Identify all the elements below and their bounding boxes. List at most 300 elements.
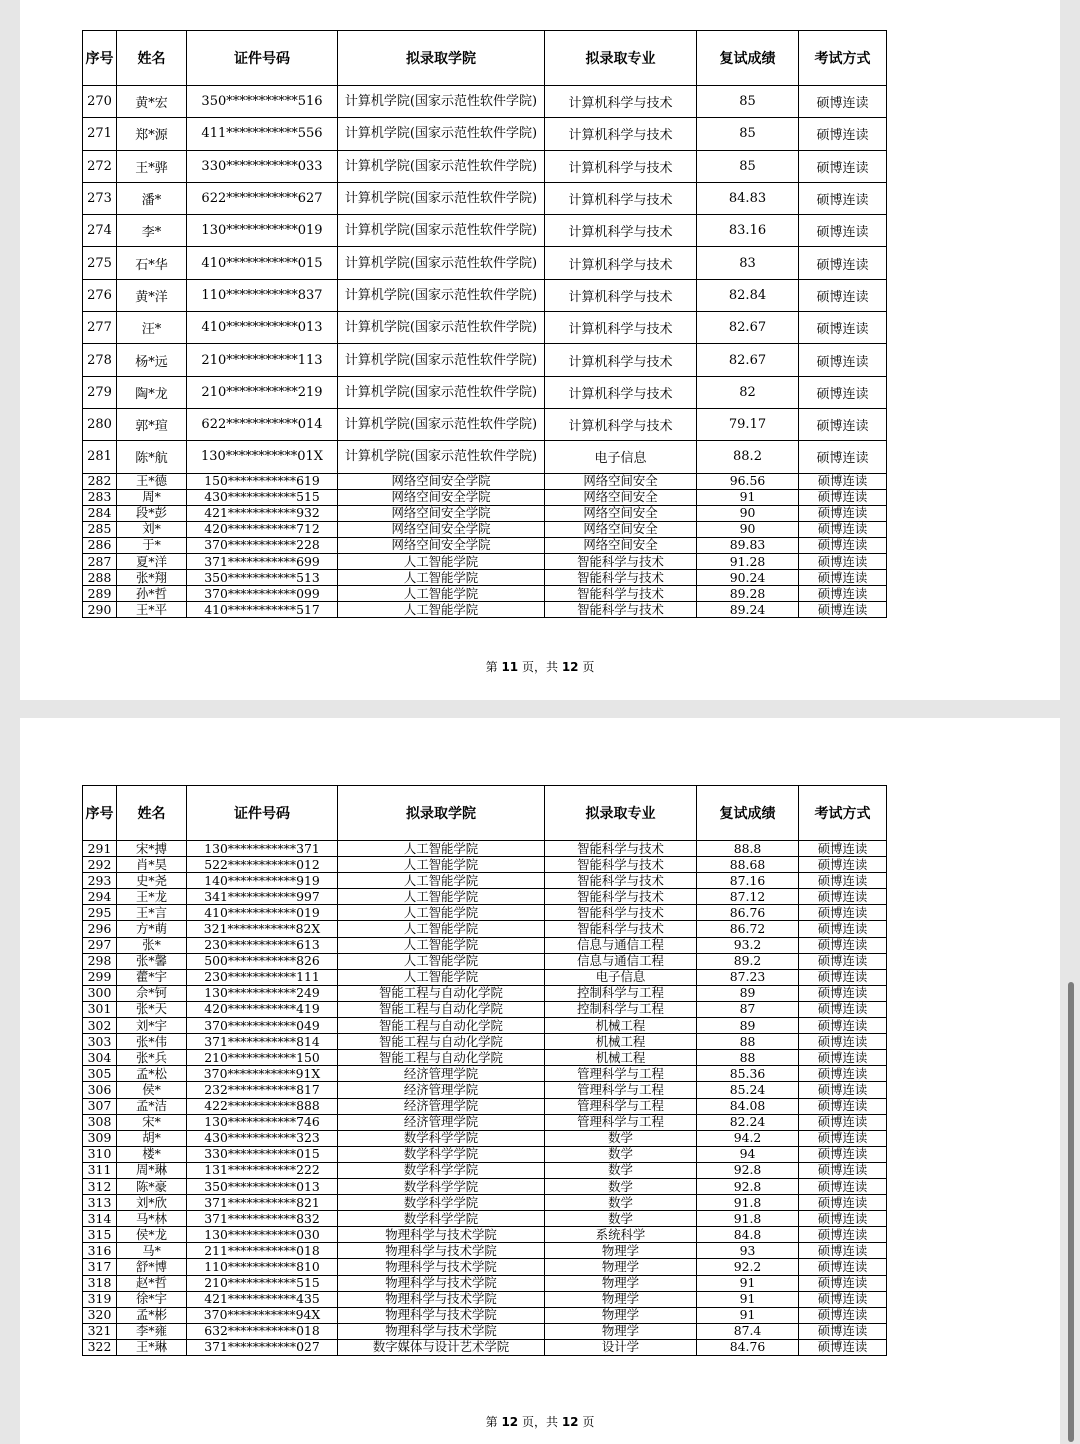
cell-score: 82.24 bbox=[697, 1114, 799, 1130]
cell-college: 网络空间安全学院 bbox=[338, 537, 545, 553]
cell-seq: 277 bbox=[83, 312, 117, 344]
cell-score: 79.17 bbox=[697, 408, 799, 440]
table-row bbox=[83, 1323, 887, 1339]
header-cell: 证件号码 bbox=[187, 786, 338, 841]
table-row bbox=[83, 441, 887, 473]
cell-major: 物理学 bbox=[545, 1275, 697, 1291]
cell-exam-type: 硕博连读 bbox=[799, 505, 887, 521]
cell-name: 张*翔 bbox=[117, 570, 187, 586]
cell-name: 肖*昊 bbox=[117, 857, 187, 873]
cell-college: 数学科学学院 bbox=[338, 1211, 545, 1227]
table-row bbox=[83, 1018, 887, 1034]
cell-seq: 286 bbox=[83, 537, 117, 553]
cell-college: 计算机学院(国家示范性软件学院) bbox=[338, 312, 545, 344]
cell-college: 计算机学院(国家示范性软件学院) bbox=[338, 408, 545, 440]
table-row bbox=[83, 586, 887, 602]
cell-name: 楼* bbox=[117, 1146, 187, 1162]
cell-seq: 285 bbox=[83, 521, 117, 537]
cell-college: 计算机学院(国家示范性软件学院) bbox=[338, 441, 545, 473]
header-cell: 序号 bbox=[83, 786, 117, 841]
table-row bbox=[83, 1082, 887, 1098]
cell-seq: 273 bbox=[83, 182, 117, 214]
cell-major: 智能科学与技术 bbox=[545, 602, 697, 618]
cell-name: 王*言 bbox=[117, 905, 187, 921]
cell-college: 人工智能学院 bbox=[338, 570, 545, 586]
table-header-row bbox=[83, 31, 887, 86]
table-row bbox=[83, 1211, 887, 1227]
table-row bbox=[83, 537, 887, 553]
cell-seq: 272 bbox=[83, 150, 117, 182]
cell-college: 智能工程与自动化学院 bbox=[338, 985, 545, 1001]
table-row bbox=[83, 841, 887, 857]
vertical-scrollbar[interactable] bbox=[1068, 982, 1074, 1442]
cell-name: 宋*搏 bbox=[117, 841, 187, 857]
cell-college: 数字媒体与设计艺术学院 bbox=[338, 1339, 545, 1355]
table-row bbox=[83, 921, 887, 937]
cell-name: 杨*远 bbox=[117, 344, 187, 376]
cell-name: 周*琳 bbox=[117, 1162, 187, 1178]
cell-major: 数学 bbox=[545, 1146, 697, 1162]
cell-college: 计算机学院(国家示范性软件学院) bbox=[338, 150, 545, 182]
cell-id-number: 371***********027 bbox=[187, 1339, 338, 1355]
cell-college: 智能工程与自动化学院 bbox=[338, 1050, 545, 1066]
cell-college: 人工智能学院 bbox=[338, 873, 545, 889]
cell-name: 于* bbox=[117, 537, 187, 553]
cell-exam-type: 硕博连读 bbox=[799, 408, 887, 440]
cell-seq: 296 bbox=[83, 921, 117, 937]
cell-id-number: 371***********821 bbox=[187, 1195, 338, 1211]
cell-exam-type: 硕博连读 bbox=[799, 905, 887, 921]
cell-major: 机械工程 bbox=[545, 1050, 697, 1066]
cell-major: 智能科学与技术 bbox=[545, 554, 697, 570]
cell-score: 91 bbox=[697, 1291, 799, 1307]
cell-college: 物理科学与技术学院 bbox=[338, 1227, 545, 1243]
table-row bbox=[83, 473, 887, 489]
cell-major: 机械工程 bbox=[545, 1018, 697, 1034]
cell-seq: 292 bbox=[83, 857, 117, 873]
cell-seq: 293 bbox=[83, 873, 117, 889]
table-row bbox=[83, 889, 887, 905]
cell-score: 90 bbox=[697, 521, 799, 537]
cell-college: 网络空间安全学院 bbox=[338, 489, 545, 505]
page-footer bbox=[20, 1413, 1060, 1430]
cell-major: 系统科学 bbox=[545, 1227, 697, 1243]
cell-score: 88.68 bbox=[697, 857, 799, 873]
table-row bbox=[83, 969, 887, 985]
cell-major: 数学 bbox=[545, 1195, 697, 1211]
cell-exam-type: 硕博连读 bbox=[799, 344, 887, 376]
cell-seq: 305 bbox=[83, 1066, 117, 1082]
cell-score: 87.23 bbox=[697, 969, 799, 985]
cell-college: 经济管理学院 bbox=[338, 1098, 545, 1114]
cell-exam-type: 硕博连读 bbox=[799, 1050, 887, 1066]
cell-college: 人工智能学院 bbox=[338, 841, 545, 857]
cell-id-number: 622***********627 bbox=[187, 182, 338, 214]
table-row bbox=[83, 376, 887, 408]
cell-id-number: 421***********435 bbox=[187, 1291, 338, 1307]
cell-seq: 297 bbox=[83, 937, 117, 953]
table-row bbox=[83, 1098, 887, 1114]
cell-major: 网络空间安全 bbox=[545, 473, 697, 489]
cell-major: 物理学 bbox=[545, 1259, 697, 1275]
cell-seq: 302 bbox=[83, 1018, 117, 1034]
cell-exam-type: 硕博连读 bbox=[799, 247, 887, 279]
cell-id-number: 420***********419 bbox=[187, 1001, 338, 1017]
cell-score: 88.2 bbox=[697, 441, 799, 473]
cell-college: 人工智能学院 bbox=[338, 857, 545, 873]
cell-seq: 320 bbox=[83, 1307, 117, 1323]
cell-name: 刘*欣 bbox=[117, 1195, 187, 1211]
cell-major: 计算机科学与技术 bbox=[545, 344, 697, 376]
cell-name: 陈*航 bbox=[117, 441, 187, 473]
header-cell: 复试成绩 bbox=[697, 31, 799, 86]
cell-score: 88 bbox=[697, 1050, 799, 1066]
cell-exam-type: 硕博连读 bbox=[799, 969, 887, 985]
cell-seq: 274 bbox=[83, 215, 117, 247]
cell-score: 90.24 bbox=[697, 570, 799, 586]
header-cell: 考试方式 bbox=[799, 786, 887, 841]
cell-name: 王*龙 bbox=[117, 889, 187, 905]
cell-college: 人工智能学院 bbox=[338, 921, 545, 937]
cell-exam-type: 硕博连读 bbox=[799, 521, 887, 537]
cell-college: 物理科学与技术学院 bbox=[338, 1243, 545, 1259]
cell-score: 87.12 bbox=[697, 889, 799, 905]
document-page-11 bbox=[20, 0, 1060, 700]
cell-id-number: 430***********515 bbox=[187, 489, 338, 505]
cell-exam-type: 硕博连读 bbox=[799, 1178, 887, 1194]
cell-major: 网络空间安全 bbox=[545, 505, 697, 521]
cell-name: 张* bbox=[117, 937, 187, 953]
cell-seq: 314 bbox=[83, 1211, 117, 1227]
cell-exam-type: 硕博连读 bbox=[799, 489, 887, 505]
cell-id-number: 371***********699 bbox=[187, 554, 338, 570]
cell-seq: 303 bbox=[83, 1034, 117, 1050]
cell-name: 胡* bbox=[117, 1130, 187, 1146]
cell-college: 人工智能学院 bbox=[338, 905, 545, 921]
cell-college: 计算机学院(国家示范性软件学院) bbox=[338, 279, 545, 311]
cell-score: 90 bbox=[697, 505, 799, 521]
cell-seq: 316 bbox=[83, 1243, 117, 1259]
table-header-row bbox=[83, 786, 887, 841]
cell-id-number: 330***********033 bbox=[187, 150, 338, 182]
footer-prefix: 第 bbox=[485, 660, 498, 674]
cell-score: 89.83 bbox=[697, 537, 799, 553]
cell-seq: 304 bbox=[83, 1050, 117, 1066]
cell-seq: 317 bbox=[83, 1259, 117, 1275]
cell-exam-type: 硕博连读 bbox=[799, 1227, 887, 1243]
table-row bbox=[83, 857, 887, 873]
cell-score: 83 bbox=[697, 247, 799, 279]
cell-id-number: 421***********932 bbox=[187, 505, 338, 521]
cell-score: 91.28 bbox=[697, 554, 799, 570]
header-cell: 考试方式 bbox=[799, 31, 887, 86]
footer-page-number: 12 bbox=[501, 1415, 519, 1429]
cell-name: 张*伟 bbox=[117, 1034, 187, 1050]
cell-id-number: 341***********997 bbox=[187, 889, 338, 905]
cell-id-number: 350***********513 bbox=[187, 570, 338, 586]
cell-exam-type: 硕博连读 bbox=[799, 1291, 887, 1307]
cell-exam-type: 硕博连读 bbox=[799, 215, 887, 247]
footer-middle: 页，共 bbox=[521, 660, 558, 674]
cell-major: 管理科学与工程 bbox=[545, 1098, 697, 1114]
cell-major: 计算机科学与技术 bbox=[545, 150, 697, 182]
cell-name: 陶*龙 bbox=[117, 376, 187, 408]
cell-college: 计算机学院(国家示范性软件学院) bbox=[338, 376, 545, 408]
cell-name: 王*骅 bbox=[117, 150, 187, 182]
cell-name: 孟*松 bbox=[117, 1066, 187, 1082]
cell-college: 人工智能学院 bbox=[338, 889, 545, 905]
footer-middle: 页，共 bbox=[521, 1415, 558, 1429]
cell-id-number: 370***********94X bbox=[187, 1307, 338, 1323]
cell-score: 91 bbox=[697, 1307, 799, 1323]
table-row bbox=[83, 1243, 887, 1259]
cell-seq: 318 bbox=[83, 1275, 117, 1291]
cell-major: 智能科学与技术 bbox=[545, 857, 697, 873]
table-row bbox=[83, 408, 887, 440]
cell-exam-type: 硕博连读 bbox=[799, 1195, 887, 1211]
cell-id-number: 130***********030 bbox=[187, 1227, 338, 1243]
cell-score: 82 bbox=[697, 376, 799, 408]
header-cell: 拟录取专业 bbox=[545, 31, 697, 86]
cell-exam-type: 硕博连读 bbox=[799, 1098, 887, 1114]
cell-name: 藿*宇 bbox=[117, 969, 187, 985]
table-row bbox=[83, 602, 887, 618]
cell-major: 网络空间安全 bbox=[545, 521, 697, 537]
footer-total-pages: 12 bbox=[561, 660, 579, 674]
table-row bbox=[83, 344, 887, 376]
cell-seq: 291 bbox=[83, 841, 117, 857]
table-row bbox=[83, 1275, 887, 1291]
admission-table-page-12 bbox=[82, 785, 887, 1356]
cell-major: 计算机科学与技术 bbox=[545, 376, 697, 408]
header-cell: 证件号码 bbox=[187, 31, 338, 86]
page-footer bbox=[20, 658, 1060, 675]
cell-college: 人工智能学院 bbox=[338, 969, 545, 985]
cell-id-number: 140***********919 bbox=[187, 873, 338, 889]
table-row bbox=[83, 873, 887, 889]
cell-major: 设计学 bbox=[545, 1339, 697, 1355]
cell-major: 智能科学与技术 bbox=[545, 905, 697, 921]
cell-exam-type: 硕博连读 bbox=[799, 473, 887, 489]
cell-score: 89.24 bbox=[697, 602, 799, 618]
cell-college: 人工智能学院 bbox=[338, 554, 545, 570]
table-row bbox=[83, 1291, 887, 1307]
cell-exam-type: 硕博连读 bbox=[799, 937, 887, 953]
table-row bbox=[83, 279, 887, 311]
cell-major: 控制科学与工程 bbox=[545, 985, 697, 1001]
cell-score: 87.16 bbox=[697, 873, 799, 889]
cell-seq: 312 bbox=[83, 1178, 117, 1194]
table-row bbox=[83, 1307, 887, 1323]
cell-major: 网络空间安全 bbox=[545, 489, 697, 505]
cell-score: 92.8 bbox=[697, 1162, 799, 1178]
cell-name: 宋* bbox=[117, 1114, 187, 1130]
table-row bbox=[83, 150, 887, 182]
cell-seq: 306 bbox=[83, 1082, 117, 1098]
cell-name: 郑*源 bbox=[117, 118, 187, 150]
cell-major: 物理学 bbox=[545, 1323, 697, 1339]
cell-seq: 308 bbox=[83, 1114, 117, 1130]
cell-score: 89 bbox=[697, 1018, 799, 1034]
cell-college: 人工智能学院 bbox=[338, 586, 545, 602]
cell-id-number: 371***********832 bbox=[187, 1211, 338, 1227]
cell-college: 网络空间安全学院 bbox=[338, 473, 545, 489]
cell-id-number: 211***********018 bbox=[187, 1243, 338, 1259]
cell-name: 郭*瑄 bbox=[117, 408, 187, 440]
cell-score: 85 bbox=[697, 118, 799, 150]
cell-score: 82.67 bbox=[697, 312, 799, 344]
cell-name: 夏*洋 bbox=[117, 554, 187, 570]
cell-seq: 321 bbox=[83, 1323, 117, 1339]
cell-seq: 313 bbox=[83, 1195, 117, 1211]
cell-exam-type: 硕博连读 bbox=[799, 1114, 887, 1130]
cell-college: 物理科学与技术学院 bbox=[338, 1307, 545, 1323]
cell-major: 计算机科学与技术 bbox=[545, 312, 697, 344]
table-row bbox=[83, 1259, 887, 1275]
table-row bbox=[83, 905, 887, 921]
cell-college: 智能工程与自动化学院 bbox=[338, 1018, 545, 1034]
cell-name: 张*兵 bbox=[117, 1050, 187, 1066]
cell-major: 物理学 bbox=[545, 1291, 697, 1307]
cell-exam-type: 硕博连读 bbox=[799, 921, 887, 937]
cell-major: 智能科学与技术 bbox=[545, 889, 697, 905]
cell-score: 82.67 bbox=[697, 344, 799, 376]
cell-exam-type: 硕博连读 bbox=[799, 586, 887, 602]
cell-name: 刘*宇 bbox=[117, 1018, 187, 1034]
cell-score: 87 bbox=[697, 1001, 799, 1017]
cell-exam-type: 硕博连读 bbox=[799, 1259, 887, 1275]
cell-id-number: 330***********015 bbox=[187, 1146, 338, 1162]
cell-major: 控制科学与工程 bbox=[545, 1001, 697, 1017]
cell-id-number: 130***********019 bbox=[187, 215, 338, 247]
cell-name: 黄*洋 bbox=[117, 279, 187, 311]
cell-score: 93.2 bbox=[697, 937, 799, 953]
table-row bbox=[83, 570, 887, 586]
cell-score: 94.2 bbox=[697, 1130, 799, 1146]
cell-name: 张*天 bbox=[117, 1001, 187, 1017]
table-row bbox=[83, 505, 887, 521]
table-row bbox=[83, 247, 887, 279]
cell-major: 计算机科学与技术 bbox=[545, 279, 697, 311]
table-row bbox=[83, 118, 887, 150]
footer-total-pages: 12 bbox=[561, 1415, 579, 1429]
cell-id-number: 350***********516 bbox=[187, 86, 338, 118]
cell-name: 孟*洁 bbox=[117, 1098, 187, 1114]
cell-exam-type: 硕博连读 bbox=[799, 953, 887, 969]
cell-seq: 310 bbox=[83, 1146, 117, 1162]
header-cell: 序号 bbox=[83, 31, 117, 86]
cell-id-number: 422***********888 bbox=[187, 1098, 338, 1114]
cell-score: 88.8 bbox=[697, 841, 799, 857]
cell-seq: 279 bbox=[83, 376, 117, 408]
cell-id-number: 370***********91X bbox=[187, 1066, 338, 1082]
cell-major: 计算机科学与技术 bbox=[545, 118, 697, 150]
cell-college: 数学科学学院 bbox=[338, 1146, 545, 1162]
cell-id-number: 420***********712 bbox=[187, 521, 338, 537]
cell-id-number: 210***********219 bbox=[187, 376, 338, 408]
table-row bbox=[83, 215, 887, 247]
cell-name: 马*林 bbox=[117, 1211, 187, 1227]
cell-major: 数学 bbox=[545, 1130, 697, 1146]
cell-exam-type: 硕博连读 bbox=[799, 1323, 887, 1339]
cell-exam-type: 硕博连读 bbox=[799, 873, 887, 889]
cell-id-number: 500***********826 bbox=[187, 953, 338, 969]
cell-seq: 280 bbox=[83, 408, 117, 440]
cell-exam-type: 硕博连读 bbox=[799, 1243, 887, 1259]
cell-seq: 281 bbox=[83, 441, 117, 473]
cell-score: 96.56 bbox=[697, 473, 799, 489]
cell-exam-type: 硕博连读 bbox=[799, 857, 887, 873]
cell-score: 94 bbox=[697, 1146, 799, 1162]
cell-score: 91 bbox=[697, 489, 799, 505]
cell-college: 物理科学与技术学院 bbox=[338, 1323, 545, 1339]
table-row bbox=[83, 1146, 887, 1162]
cell-major: 智能科学与技术 bbox=[545, 873, 697, 889]
cell-id-number: 230***********111 bbox=[187, 969, 338, 985]
cell-major: 电子信息 bbox=[545, 969, 697, 985]
cell-seq: 287 bbox=[83, 554, 117, 570]
cell-major: 物理学 bbox=[545, 1243, 697, 1259]
cell-exam-type: 硕博连读 bbox=[799, 985, 887, 1001]
cell-score: 89.2 bbox=[697, 953, 799, 969]
cell-score: 85 bbox=[697, 150, 799, 182]
cell-id-number: 130***********249 bbox=[187, 985, 338, 1001]
cell-score: 85.36 bbox=[697, 1066, 799, 1082]
cell-seq: 315 bbox=[83, 1227, 117, 1243]
cell-college: 经济管理学院 bbox=[338, 1082, 545, 1098]
cell-name: 潘* bbox=[117, 182, 187, 214]
cell-exam-type: 硕博连读 bbox=[799, 554, 887, 570]
table-row bbox=[83, 86, 887, 118]
cell-major: 信息与通信工程 bbox=[545, 953, 697, 969]
cell-exam-type: 硕博连读 bbox=[799, 1066, 887, 1082]
cell-college: 物理科学与技术学院 bbox=[338, 1275, 545, 1291]
cell-seq: 271 bbox=[83, 118, 117, 150]
cell-id-number: 210***********150 bbox=[187, 1050, 338, 1066]
header-cell: 拟录取学院 bbox=[338, 786, 545, 841]
cell-id-number: 232***********817 bbox=[187, 1082, 338, 1098]
cell-id-number: 110***********810 bbox=[187, 1259, 338, 1275]
cell-exam-type: 硕博连读 bbox=[799, 602, 887, 618]
cell-id-number: 410***********015 bbox=[187, 247, 338, 279]
cell-major: 计算机科学与技术 bbox=[545, 215, 697, 247]
cell-id-number: 321***********82X bbox=[187, 921, 338, 937]
cell-name: 舒*博 bbox=[117, 1259, 187, 1275]
table-row bbox=[83, 1034, 887, 1050]
cell-name: 石*华 bbox=[117, 247, 187, 279]
cell-major: 电子信息 bbox=[545, 441, 697, 473]
cell-score: 92.2 bbox=[697, 1259, 799, 1275]
cell-id-number: 622***********014 bbox=[187, 408, 338, 440]
cell-college: 计算机学院(国家示范性软件学院) bbox=[338, 86, 545, 118]
cell-major: 管理科学与工程 bbox=[545, 1066, 697, 1082]
cell-name: 李* bbox=[117, 215, 187, 247]
table-row bbox=[83, 1050, 887, 1066]
table-row bbox=[83, 489, 887, 505]
cell-seq: 298 bbox=[83, 953, 117, 969]
cell-college: 经济管理学院 bbox=[338, 1066, 545, 1082]
table-body bbox=[83, 841, 887, 1356]
footer-suffix: 页 bbox=[582, 1415, 595, 1429]
cell-name: 陈*豪 bbox=[117, 1178, 187, 1194]
table-row bbox=[83, 1227, 887, 1243]
cell-id-number: 131***********222 bbox=[187, 1162, 338, 1178]
cell-major: 数学 bbox=[545, 1178, 697, 1194]
cell-college: 人工智能学院 bbox=[338, 602, 545, 618]
cell-exam-type: 硕博连读 bbox=[799, 1018, 887, 1034]
cell-seq: 278 bbox=[83, 344, 117, 376]
cell-seq: 295 bbox=[83, 905, 117, 921]
